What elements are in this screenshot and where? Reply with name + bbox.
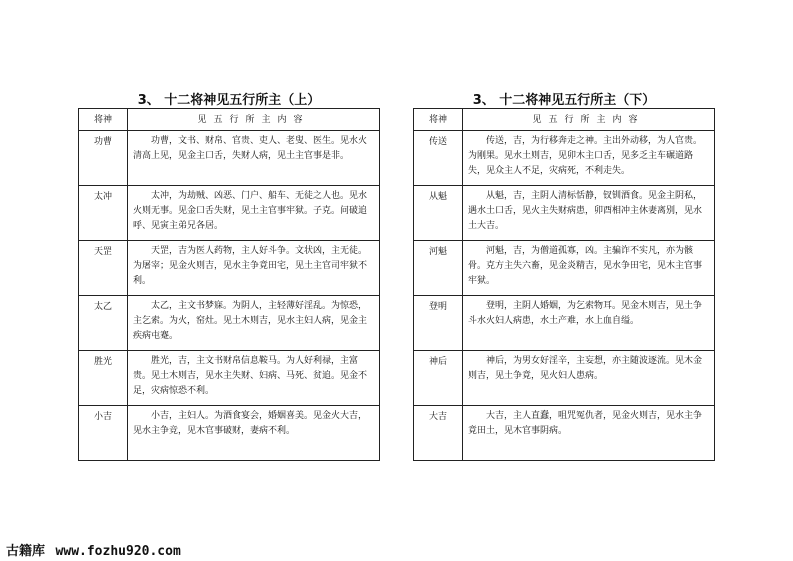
table-row xyxy=(79,406,380,461)
site-watermark xyxy=(6,540,181,559)
general-description: 河魁，吉，为僧道孤寡，凶。主骗诈不实凡，亦为骸骨。克方主失六畜，见金炎精吉，见水争田宅，见木主官事牢狱。 xyxy=(463,241,715,296)
general-description: 神后，为男女好淫辛，主妄想，亦主随波逐流。见木金则吉，见土争竟，见火妇人患病。 xyxy=(463,351,715,406)
left-table xyxy=(78,108,380,461)
general-description: 天罡，吉为医人药物，主人好斗争。文状凶，主无徒。为屠宰；见金火则吉，见水主争竟田宅，见土主官司牢狱不利。 xyxy=(128,241,380,296)
general-description: 胜光，吉，主文书财帛信息鞍马。为人好利禄，主富贵。见土木则吉，见水主失财、妇病、马死、贫追。见金不足，灾病惊恐不利。 xyxy=(128,351,380,406)
general-name: 太冲 xyxy=(79,186,128,241)
table-row xyxy=(79,131,380,186)
table-row xyxy=(414,186,715,241)
general-description: 太冲，为劫贼、凶恶、门户、船车、无徒之人也。见水火则无事。见金口舌失财，见土主官事牢狱。子克。问破追呼、见寅主弟兄各居。 xyxy=(128,186,380,241)
left-table-title: 3、 十二将神见五行所主（上） xyxy=(137,93,321,108)
general-description: 大吉，主人直蠢，咀咒冤仇者，见金火则吉，见水主争竟田土，见木官事阴病。 xyxy=(463,406,715,461)
table-header-row xyxy=(414,109,715,131)
table-row xyxy=(79,296,380,351)
table-row xyxy=(414,296,715,351)
general-name: 大吉 xyxy=(414,406,463,461)
header-content-cell: 见五行所主内容 xyxy=(128,109,380,131)
header-content-cell: 见五行所主内容 xyxy=(463,109,715,131)
general-name: 河魁 xyxy=(414,241,463,296)
right-table-title: 3、 十二将神见五行所主（下） xyxy=(472,93,656,108)
table-row xyxy=(79,186,380,241)
general-name: 神后 xyxy=(414,351,463,406)
general-name: 胜光 xyxy=(79,351,128,406)
general-description: 传送，吉，为行移奔走之神。主出外动移，为人官贵。为刚果。见水土则吉，见卯木主口舌，见多乏主车碾道路失，见众主人不足，灾病死，不利走失。 xyxy=(463,131,715,186)
general-name: 太乙 xyxy=(79,296,128,351)
general-name: 登明 xyxy=(414,296,463,351)
general-name: 小吉 xyxy=(79,406,128,461)
general-description: 小吉，主妇人。为酒食宴会，婚姻喜美。见金火大吉，见水主争竞，见木官事破财，妻病不利。 xyxy=(128,406,380,461)
general-name: 功曹 xyxy=(79,131,128,186)
general-name: 传送 xyxy=(414,131,463,186)
table-row xyxy=(414,351,715,406)
table-row xyxy=(79,351,380,406)
site-url: www.fozhu920.com xyxy=(55,544,181,559)
header-name-cell: 将神 xyxy=(79,109,128,131)
table-row xyxy=(414,131,715,186)
header-name-cell: 将神 xyxy=(414,109,463,131)
general-description: 太乙，主文书梦寐。为阴人，主轻薄好淫乱。为惊恐，主乞索。为火，窑灶。见土木则吉，见水主妇人病，见金主疾病屯蹇。 xyxy=(128,296,380,351)
table-row xyxy=(79,241,380,296)
table-header-row xyxy=(79,109,380,131)
general-description: 从魁，吉，主阴人清标恬静，钗钏酒食。见金主阴私，遇水土口舌，见火主失财病患，卯酉相冲主休妻离别，见水土大吉。 xyxy=(463,186,715,241)
right-table xyxy=(413,108,715,461)
general-name: 天罡 xyxy=(79,241,128,296)
site-name: 古籍库 xyxy=(6,544,46,559)
general-description: 功曹，文书、财帛、官贵、吏人、老叟、医生。见水火清高上见，见金主口舌，失财人病，见土主官事是非。 xyxy=(128,131,380,186)
general-name: 从魁 xyxy=(414,186,463,241)
table-row xyxy=(414,406,715,461)
general-description: 登明，主阴人婚姻，为乞索物耳。见金木则吉，见土争斗水火妇人病患，水土产难，水上血自缢。 xyxy=(463,296,715,351)
table-row xyxy=(414,241,715,296)
